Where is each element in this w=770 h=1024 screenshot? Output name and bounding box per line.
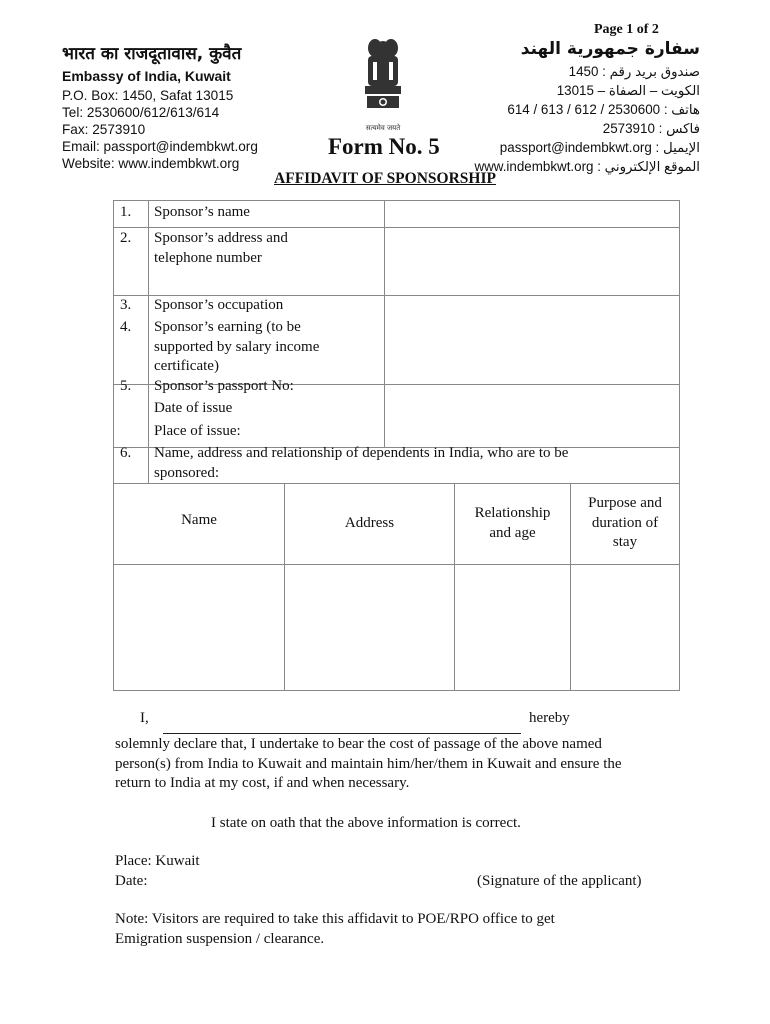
city-arabic: الكويت – الصفاة – 13015	[556, 83, 700, 98]
embassy-name: Embassy of India, Kuwait	[62, 68, 231, 84]
place-of-issue-label: Place of issue:	[154, 423, 241, 439]
declarant-name-line[interactable]	[163, 733, 521, 734]
dependent-relationship-cell[interactable]	[455, 565, 569, 689]
row-number: 5.	[120, 378, 132, 394]
col-header-relationship: Relationship and age	[474, 505, 551, 541]
sponsorship-table	[113, 200, 680, 691]
col-header-address: Address	[344, 515, 395, 531]
row-number: 2.	[120, 230, 132, 246]
page-indicator: Page 1 of 2	[594, 22, 659, 37]
signature-label: (Signature of the applicant)	[477, 873, 642, 889]
row-number: 6.	[120, 445, 132, 461]
dependent-address-cell[interactable]	[285, 565, 453, 689]
sponsor-occupation-label: Sponsor’s occupation	[154, 297, 284, 313]
passport-details-field[interactable]	[386, 386, 676, 445]
dependent-purpose-cell[interactable]	[571, 565, 679, 689]
email: Email: passport@indembkwt.org	[62, 139, 258, 154]
note: Note: Visitors are required to take this affidavit to POE/RPO office to get Emigration suspension / clearance.	[115, 911, 555, 947]
embassy-name-arabic: سفارة جمهورية الهند	[520, 39, 700, 59]
sponsor-occupation-earning-field[interactable]	[386, 297, 676, 382]
telephone: Tel: 2530600/612/613/614	[62, 105, 220, 120]
sponsor-earning-label: Sponsor’s earning (to be supported by salary income certificate)	[154, 319, 320, 374]
passport-number-label: Sponsor’s passport No:	[154, 378, 294, 394]
sponsor-address-field[interactable]	[386, 229, 676, 293]
dependent-name-cell[interactable]	[115, 565, 283, 689]
national-emblem-icon	[355, 36, 411, 136]
declaration-text: solemnly declare that, I undertake to bear the cost of passage of the above named person(s) from India to Kuwait and maintain him/her/them in Kuwait and ensure the return to India at my cost, if and when necessary.	[115, 736, 622, 791]
form-number: Form No. 5	[328, 134, 440, 159]
col-header-purpose: Purpose and duration of stay	[588, 495, 662, 550]
fax: Fax: 2573910	[62, 122, 146, 137]
embassy-contact-block-arabic	[474, 38, 700, 176]
declaration-prefix: I,	[140, 710, 149, 726]
row-number: 1.	[120, 204, 132, 220]
embassy-contact-block	[62, 44, 258, 172]
place-label: Place: Kuwait	[115, 853, 200, 869]
sponsor-address-label: Sponsor’s address and telephone number	[154, 230, 288, 266]
form-title: AFFIDAVIT OF SPONSORSHIP	[274, 170, 496, 187]
website: Website: www.indembkwt.org	[62, 156, 240, 171]
dependents-label: Name, address and relationship of dependents in India, who are to be sponsored:	[154, 445, 569, 481]
embassy-name-hindi: भारत का राजदूतावास, कुवैत	[62, 44, 242, 64]
sponsor-name-field[interactable]	[386, 203, 676, 225]
col-header-name: Name	[181, 512, 217, 528]
po-box-arabic: صندوق بريد رقم : 1450	[568, 64, 700, 79]
declaration-suffix: hereby	[529, 710, 570, 726]
fax-arabic: فاكس : 2573910	[602, 121, 700, 136]
website-arabic: الموقع الإلكتروني : www.indembkwt.org	[474, 159, 700, 174]
phone-arabic: هاتف : 2530600 / 612 / 613 / 614	[507, 102, 700, 117]
oath-statement: I state on oath that the above information is correct.	[211, 815, 521, 831]
email-arabic: الإيميل : passport@indembkwt.org	[499, 140, 700, 155]
sponsor-name-label: Sponsor’s name	[154, 204, 250, 220]
row-number: 3.	[120, 297, 132, 313]
date-of-issue-label: Date of issue	[154, 400, 233, 416]
row-number: 4.	[120, 319, 132, 335]
date-label: Date:	[115, 873, 148, 889]
emblem-motto: सत्यमेव जयते	[365, 124, 401, 132]
po-box: P.O. Box: 1450, Safat 13015	[62, 88, 234, 103]
